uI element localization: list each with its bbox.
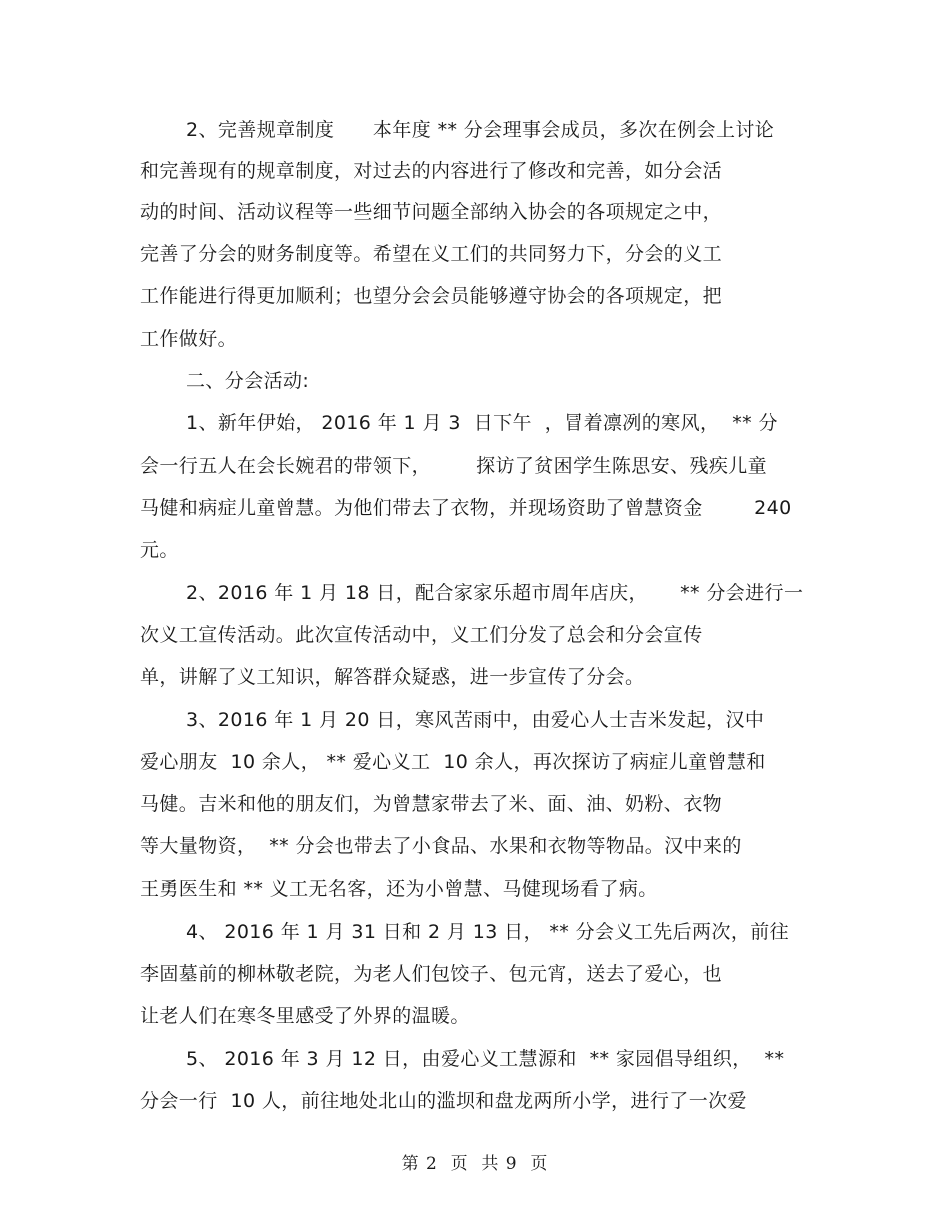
text-line: 工作能进行得更加顺利；也望分会会员能够遵守协会的各项规定，把 [140, 285, 723, 307]
section-heading: 二、分会活动: [186, 370, 310, 392]
text-line: 会一行五人在会长婉君的带领下， 探访了贫困学生陈思安、残疾儿童 [140, 455, 768, 477]
text-line: 爱心朋友 10 余人， ** 爱心义工 10 余人，再次探访了病症儿童曾慧和 [140, 751, 766, 773]
text-line: 马健和病症儿童曾慧。为他们带去了衣物，并现场资助了曾慧资金 240 [140, 497, 792, 519]
text-line: 次义工宣传活动。此次宣传活动中，义工们分发了总会和分会宣传 [140, 624, 703, 646]
text-line: 王勇医生和 ** 义工无名客，还为小曾慧、马健现场看了病。 [140, 878, 658, 900]
text-line: 完善了分会的财务制度等。希望在义工们的共同努力下，分会的义工 [140, 243, 723, 265]
text-line: 3、2016 年 1 月 20 日，寒风苦雨中，由爱心人士吉米发起，汉中 [186, 709, 765, 731]
text-line: 让老人们在寒冬里感受了外界的温暖。 [140, 1005, 470, 1027]
text-line: 元。 [140, 539, 179, 561]
text-line: 2、完善规章制度 本年度 ** 分会理事会成员，多次在例会上讨论 [186, 119, 775, 141]
text-line: 动的时间、活动议程等一些细节问题全部纳入协会的各项规定之中， [140, 201, 723, 223]
text-line: 1、新年伊始， 2016 年 1 月 3 日下午 ，冒着凛冽的寒风， ** 分 [186, 412, 778, 434]
text-line: 4、 2016 年 1 月 31 日和 2 月 13 日， ** 分会义工先后两次，前往 [186, 921, 790, 943]
text-line: 马健。吉米和他的朋友们，为曾慧家带去了米、面、油、奶粉、衣物 [140, 793, 723, 815]
text-line: 单，讲解了义工知识，解答群众疑惑，进一步宣传了分会。 [140, 666, 645, 688]
text-line: 5、 2016 年 3 月 12 日，由爱心义工慧源和 ** 家园倡导组织， ** [186, 1048, 785, 1070]
text-line: 李固墓前的柳林敬老院，为老人们包饺子、包元宵，送去了爱心，也 [140, 963, 723, 985]
text-line: 2、2016 年 1 月 18 日，配合家家乐超市周年店庆， ** 分会进行一 [186, 582, 804, 604]
page-number-footer: 第 2 页 共 9 页 [401, 1154, 549, 1174]
text-line: 等大量物资， ** 分会也带去了小食品、水果和衣物等物品。汉中来的 [140, 835, 742, 857]
text-line: 工作做好。 [140, 328, 238, 350]
text-line: 分会一行 10 人，前往地处北山的滥坝和盘龙两所小学，进行了一次爱 [140, 1090, 747, 1112]
text-line: 和完善现有的规章制度，对过去的内容进行了修改和完善，如分会活 [140, 160, 723, 182]
